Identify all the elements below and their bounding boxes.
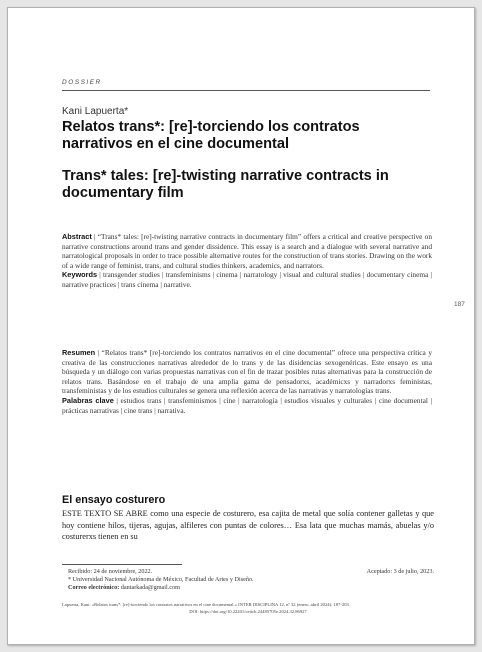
header-rule	[62, 90, 430, 91]
email-note	[62, 584, 434, 592]
footnote-rule	[62, 564, 182, 565]
email-label: Correo electrónico:	[68, 584, 120, 592]
abstract-label: Abstract	[62, 232, 92, 241]
abstract-text: | “Trans* tales: [re]-twisting narrative contracts in documentary film” offers a critical and creative perspective on narrative constructions around trans and gender dissidence. This essay is a search and a dialogue with several narrative and narratological proposals in order to trace possible alternative routes for the construction of trans stories. Drawing on the work of a wide range of feminist, trans, and cultural studies thinkers, academics, and narrators.	[62, 232, 432, 270]
keywords-text: | transgender studies | transfeminisms | cinema | narratology | visual and cultural studies | documentary cinema | narrative practices | trans cinema | narrative.	[62, 270, 432, 289]
accepted-date: Aceptado: 3 de julio, 2023.	[366, 568, 434, 575]
citation-block	[62, 602, 434, 615]
article-title-en: Trans* tales: [re]-twisting narrative contracts in documentary film	[62, 168, 389, 201]
footnotes	[62, 568, 434, 593]
author-name: Kani Lapuerta*	[62, 106, 129, 117]
keywords-label: Keywords	[62, 270, 98, 280]
doi-link[interactable]: DOI: https://doi.org/10.22201/ceiich.24485705e.2024.32.86927	[189, 608, 307, 614]
body-paragraph: ESTE TEXTO SE ABRE como una especie de costurero, esa cajita de metal que solía contener galletas y que hoy contiene hilos, tijeras, agujas, alfileres con puntas de colores… Esa lata que muchas mamás, abuelas y/o costurerxs tienen en su	[62, 509, 434, 542]
abstract-es	[62, 348, 432, 415]
affiliation-note: * Universidad Nacional Autónoma de México, Facultad de Artes y Diseño.	[68, 576, 254, 584]
page-number: 187	[454, 301, 465, 308]
article-title-es: Relatos trans*: [re]-torciendo los contratos narrativos en el cine documental	[62, 119, 360, 152]
abstract-en	[62, 232, 432, 290]
palabras-clave-text: | estudios trans | transfeminismos | cine | narratología | estudios visuales y culturales | cine documental | prácticas narrativas | cine trans | narrativa.	[62, 395, 432, 415]
received-date: Recibido: 24 de noviembre, 2022.	[68, 568, 153, 575]
section-label: DOSSIER	[62, 79, 102, 86]
email-address[interactable]: dantarkada@gmail.com	[119, 584, 180, 592]
section-heading: El ensayo costurero	[62, 494, 166, 506]
journal-page	[7, 7, 475, 645]
palabras-clave-label: Palabras clave	[62, 395, 114, 405]
resumen-text: | “Relatos trans* [re]-torciendo los contratos narrativos en el cine documental” ofrece una perspectiva crítica y creativa de las construcciones narrativas alrededor de lo trans y de las disidencias sexogenéricas. Este ensayo es una búsqueda y un diálogo con varias propuestas narrativas con el fin de trazar posibles rutas alternativas para la construcción de relatos trans. Basándose en el trabajo de una amplia gama de pensadorxs, académicxs y narradorxs feministas, transfeministas y de los estudios culturales se genera una reflexión acerca de las narrativas y narratologías trans.	[62, 348, 432, 396]
resumen-label: Resumen	[62, 348, 96, 357]
citation-text: Lapuerta, Kani. «Relatos trans*: [re]-torciendo los contratos narrativos en el cine documental.» INTER DISCIPLINA 12, nº 32 (enero–abril 2024): 187-203.	[62, 602, 350, 607]
